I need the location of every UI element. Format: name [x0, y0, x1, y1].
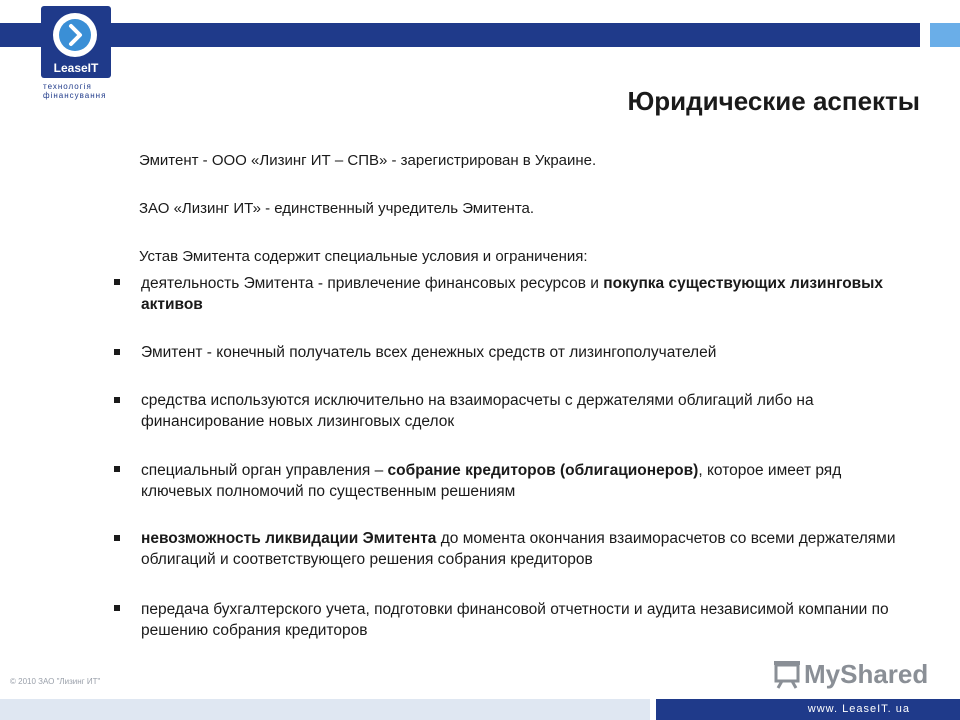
header-accent-square: [930, 23, 960, 47]
footer-website-bar: [656, 699, 960, 720]
bullet-item-accounting: передача бухгалтерского учета, подготовки финансовой отчетности и аудита независимой компании по решению собрания кредиторов: [141, 601, 889, 639]
header-bar: [0, 23, 920, 47]
paragraph-issuer: Эмитент - ООО «Лизинг ИТ – СПВ» - зарегистрирован в Украине.: [139, 152, 597, 169]
footer-bar: [0, 699, 650, 720]
logo-tagline: технологія фінансування: [43, 82, 107, 100]
presentation-icon: [770, 659, 804, 689]
paragraph-founder: ЗАО «Лизинг ИТ» - единственный учредитель Эмитента.: [139, 200, 535, 217]
watermark-text: MyShared: [804, 658, 929, 689]
copyright-text: © 2010 ЗАО "Лизинг ИТ": [10, 677, 101, 686]
bullet-marker: [114, 605, 120, 611]
bullet-item-governance: специальный орган управления – собрание кредиторов (облигационеров), которое имеет ряд ключевых полномочий по существенным решениям: [141, 462, 842, 500]
chevron-right-icon: [55, 15, 95, 55]
bullet-item-funds-use: средства используются исключительно на взаиморасчеты с держателями облигаций либо на финансирование новых лизинговых сделок: [141, 392, 814, 430]
logo-brand-text: LeaseIT: [53, 61, 99, 75]
bullet-marker: [114, 279, 120, 285]
logo-circle: [53, 13, 97, 57]
bullet-marker: [114, 466, 120, 472]
leaseit-logo: [41, 6, 111, 78]
website-link[interactable]: www. LeaseIT. ua: [807, 703, 910, 715]
bullet-item-liquidation: невозможность ликвидации Эмитента до момента окончания взаиморасчетов со всеми держателями облигаций и соответствующего решения собрания кредиторов: [141, 530, 896, 568]
bullet-marker: [114, 349, 120, 355]
paragraph-charter: Устав Эмитента содержит специальные условия и ограничения:: [139, 248, 588, 265]
bullet-marker: [114, 535, 120, 541]
myshared-watermark: [770, 656, 928, 692]
bullet-marker: [114, 397, 120, 403]
bullet-item-activity: деятельность Эмитента - привлечение финансовых ресурсов и покупка существующих лизинговых активов: [141, 275, 884, 313]
bullet-item-recipient: Эмитент - конечный получатель всех денежных средств от лизингополучателей: [141, 344, 717, 361]
slide-title: Юридические аспекты: [627, 86, 920, 116]
